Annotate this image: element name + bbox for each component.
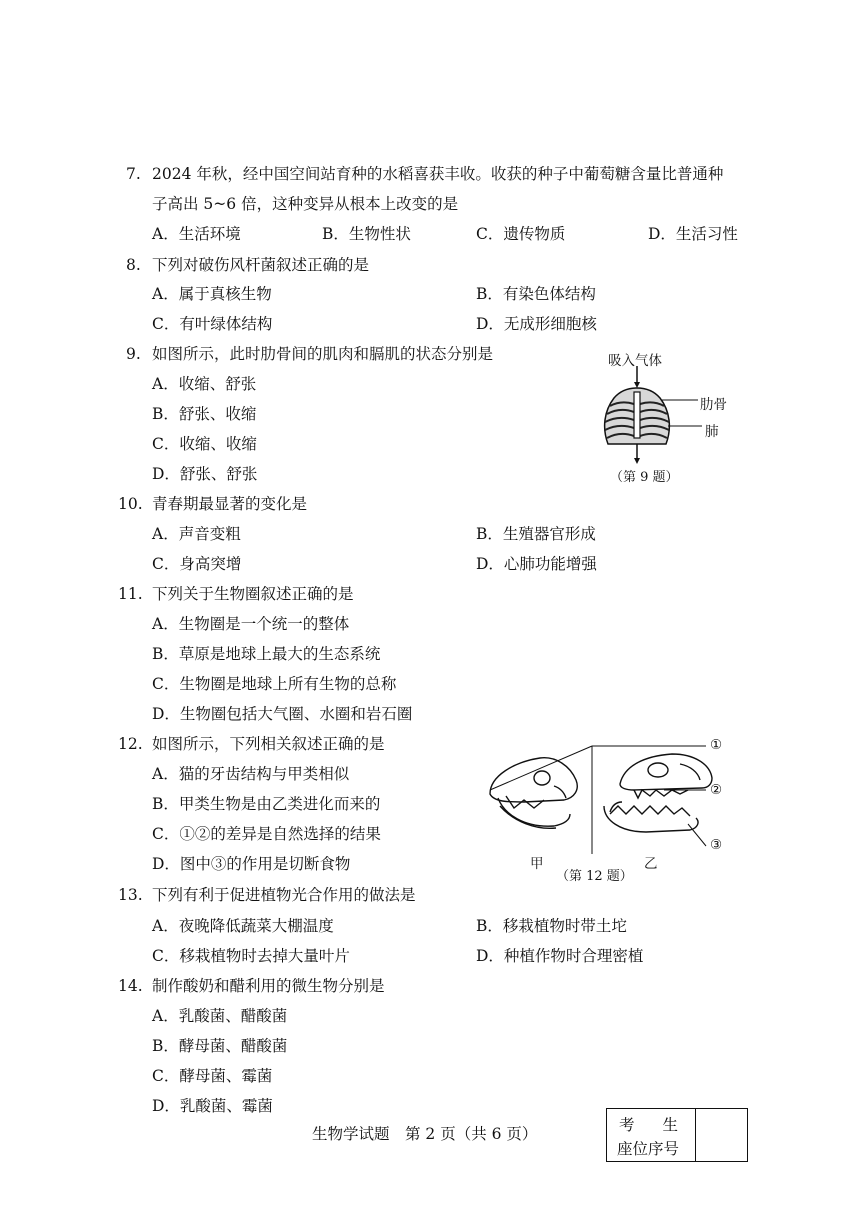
q7-option-c: C．遗传物质	[476, 225, 566, 243]
q12-fig-marker-3: ③	[710, 837, 723, 853]
q9-option-c: C．收缩、收缩	[152, 435, 257, 453]
q13-number: 13.	[118, 886, 143, 904]
q11-option-c: C．生物圈是地球上所有生物的总称	[152, 675, 397, 693]
q11-option-a: A．生物圈是一个统一的整体	[152, 615, 350, 633]
q13-stem: 下列有利于促进植物光合作用的做法是	[152, 886, 416, 904]
q12-fig-marker-1: ①	[710, 737, 723, 753]
q12-stem: 如图所示，下列相关叙述正确的是	[152, 735, 385, 753]
q11-option-b: B．草原是地球上最大的生态系统	[152, 645, 381, 663]
seat-box-divider	[695, 1109, 696, 1161]
q9-stem: 如图所示，此时肋骨间的肌肉和膈肌的状态分别是	[152, 345, 494, 363]
q9-number: 9.	[126, 345, 141, 363]
q10-option-d: D．心肺功能增强	[476, 555, 597, 573]
q10-stem: 青春期最显著的变化是	[152, 495, 308, 513]
q8-stem: 下列对破伤风杆菌叙述正确的是	[152, 256, 370, 274]
q8-option-c: C．有叶绿体结构	[152, 315, 273, 333]
q12-option-d: D．图中③的作用是切断食物	[152, 855, 351, 873]
q9-fig-lung-label: 肺	[705, 424, 719, 440]
q7-option-a: A．生活环境	[152, 225, 241, 243]
q9-option-a: A．收缩、舒张	[152, 375, 257, 393]
q12-fig-label-jia: 甲	[530, 856, 544, 872]
q10-option-a: A．声音变粗	[152, 525, 241, 543]
q10-number: 10.	[118, 495, 143, 513]
q12-number: 12.	[118, 735, 143, 753]
seat-label-line2: 座位序号	[617, 1140, 680, 1158]
q10-option-b: B．生殖器官形成	[476, 525, 596, 543]
q10-option-c: C．身高突增	[152, 555, 242, 573]
q9-fig-inhale-label: 吸入气体	[608, 353, 662, 369]
q9-fig-rib-label: 肋骨	[700, 397, 727, 413]
seat-number-box	[606, 1108, 748, 1162]
q7-stem-line2: 子高出 5~6 倍，这种变异从根本上改变的是	[152, 195, 459, 213]
q8-option-d: D．无成形细胞核	[476, 315, 597, 333]
q14-stem: 制作酸奶和醋利用的微生物分别是	[152, 977, 385, 995]
q14-option-d: D．乳酸菌、霉菌	[152, 1097, 273, 1115]
q7-option-d: D．生活习性	[648, 225, 738, 243]
q11-stem: 下列关于生物圈叙述正确的是	[152, 585, 354, 603]
seat-label-line1: 考生	[619, 1116, 707, 1134]
q13-option-a: A．夜晚降低蔬菜大棚温度	[152, 917, 334, 935]
q12-option-a: A．猫的牙齿结构与甲类相似	[152, 765, 350, 783]
q8-number: 8.	[126, 256, 141, 274]
q11-option-d: D．生物圈包括大气圈、水圈和岩石圈	[152, 705, 413, 723]
q12-fig-label-yi: 乙	[644, 856, 658, 872]
q13-option-b: B．移栽植物时带土坨	[476, 917, 627, 935]
page-footer: 生物学试题 第 2 页（共 6 页）	[312, 1125, 538, 1143]
q12-fig-marker-2: ②	[710, 782, 723, 798]
q14-option-a: A．乳酸菌、醋酸菌	[152, 1007, 288, 1025]
q9-option-d: D．舒张、舒张	[152, 465, 258, 483]
q12-fig-caption: （第 12 题）	[556, 869, 633, 884]
q7-option-b: B．生物性状	[322, 225, 411, 243]
q13-option-c: C．移栽植物时去掉大量叶片	[152, 947, 350, 965]
skull-diagram	[484, 736, 734, 858]
ribcage-diagram	[596, 366, 706, 466]
q8-option-a: A．属于真核生物	[152, 285, 272, 303]
q8-option-b: B．有染色体结构	[476, 285, 596, 303]
q14-number: 14.	[118, 977, 143, 995]
q14-option-c: C．酵母菌、霉菌	[152, 1067, 273, 1085]
q9-option-b: B．舒张、收缩	[152, 405, 257, 423]
q12-option-c: C．①②的差异是自然选择的结果	[152, 825, 381, 843]
q11-number: 11.	[118, 585, 143, 603]
q7-stem-line1: 2024 年秋，经中国空间站育种的水稻喜获丰收。收获的种子中葡萄糖含量比普通种	[152, 165, 724, 183]
q7-number: 7.	[126, 165, 141, 183]
q14-option-b: B．酵母菌、醋酸菌	[152, 1037, 288, 1055]
q12-option-b: B．甲类生物是由乙类进化而来的	[152, 795, 381, 813]
q9-fig-caption: （第 9 题）	[610, 470, 679, 485]
q13-option-d: D．种植作物时合理密植	[476, 947, 644, 965]
